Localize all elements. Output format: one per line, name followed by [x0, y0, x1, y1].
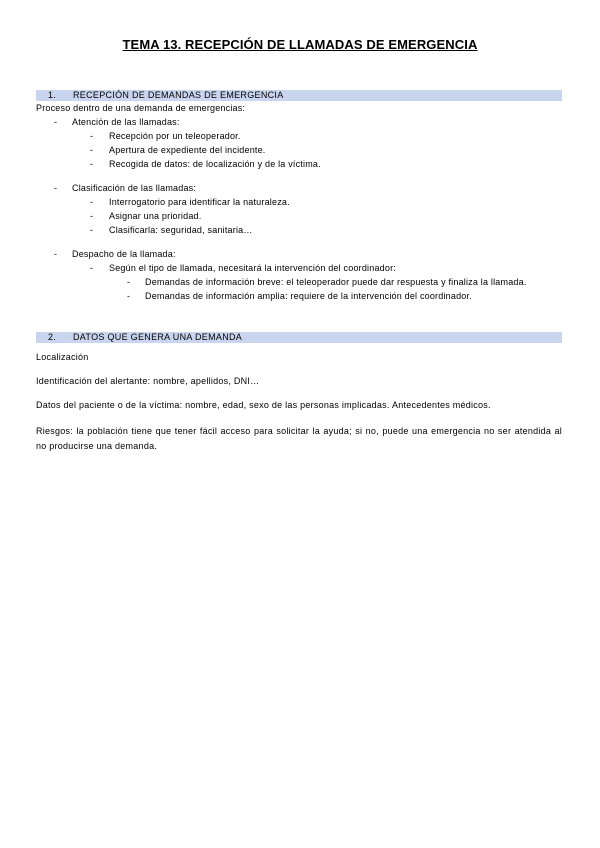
group-label-despacho: Despacho de la llamada:	[72, 249, 176, 259]
section-2-heading: DATOS QUE GENERA UNA DEMANDA	[73, 332, 243, 342]
list-item: Recogida de datos: de localización y de la víctima.	[109, 159, 321, 169]
list-item: Asignar una prioridad.	[109, 211, 202, 221]
list-bullet: -	[90, 197, 93, 207]
list-item: Según el tipo de llamada, necesitará la intervención del coordinador:	[109, 263, 396, 273]
section-1-intro: Proceso dentro de una demanda de emergencias:	[36, 103, 246, 113]
group-label-clasificacion: Clasificación de las llamadas:	[72, 183, 197, 193]
list-bullet: -	[90, 145, 93, 155]
list-subitem: Demandas de información breve: el teleoperador puede dar respuesta y finaliza la llamada.	[145, 277, 527, 287]
list-bullet: -	[54, 183, 57, 193]
list-bullet: -	[90, 211, 93, 221]
section-2-heading-bar	[36, 332, 562, 343]
section-1-heading-bar	[36, 90, 562, 101]
list-item: Interrogatorio para identificar la naturaleza.	[109, 197, 290, 207]
paragraph-alertante: Identificación del alertante: nombre, apellidos, DNI…	[36, 376, 260, 386]
list-item: Clasificarla: seguridad, sanitaria…	[109, 225, 253, 235]
group-label-atencion: Atención de las llamadas:	[72, 117, 180, 127]
list-bullet: -	[90, 131, 93, 141]
list-bullet: -	[127, 291, 130, 301]
list-bullet: -	[54, 249, 57, 259]
paragraph-paciente: Datos del paciente o de la víctima: nombre, edad, sexo de las personas implicadas. Antecedentes médicos.	[36, 400, 491, 410]
document-title: TEMA 13. RECEPCIÓN DE LLAMADAS DE EMERGENCIA	[122, 37, 478, 52]
section-1-heading: RECEPCIÓN DE DEMANDAS DE EMERGENCIA	[73, 90, 284, 100]
list-subitem: Demandas de información amplia: requiere de la intervención del coordinador.	[145, 291, 472, 301]
paragraph-localizacion: Localización	[36, 352, 89, 362]
list-bullet: -	[127, 277, 130, 287]
section-2-number: 2.	[48, 332, 57, 342]
list-item: Recepción por un teleoperador.	[109, 131, 241, 141]
paragraph-riesgos: Riesgos: la población tiene que tener fácil acceso para solicitar la ayuda; si no, puede una emergencia no ser atendida al no producirse una demanda.	[36, 426, 562, 451]
list-item: Apertura de expediente del incidente.	[109, 145, 266, 155]
list-bullet: -	[54, 117, 57, 127]
list-bullet: -	[90, 225, 93, 235]
list-bullet: -	[90, 159, 93, 169]
list-bullet: -	[90, 263, 93, 273]
section-1-number: 1.	[48, 90, 57, 100]
